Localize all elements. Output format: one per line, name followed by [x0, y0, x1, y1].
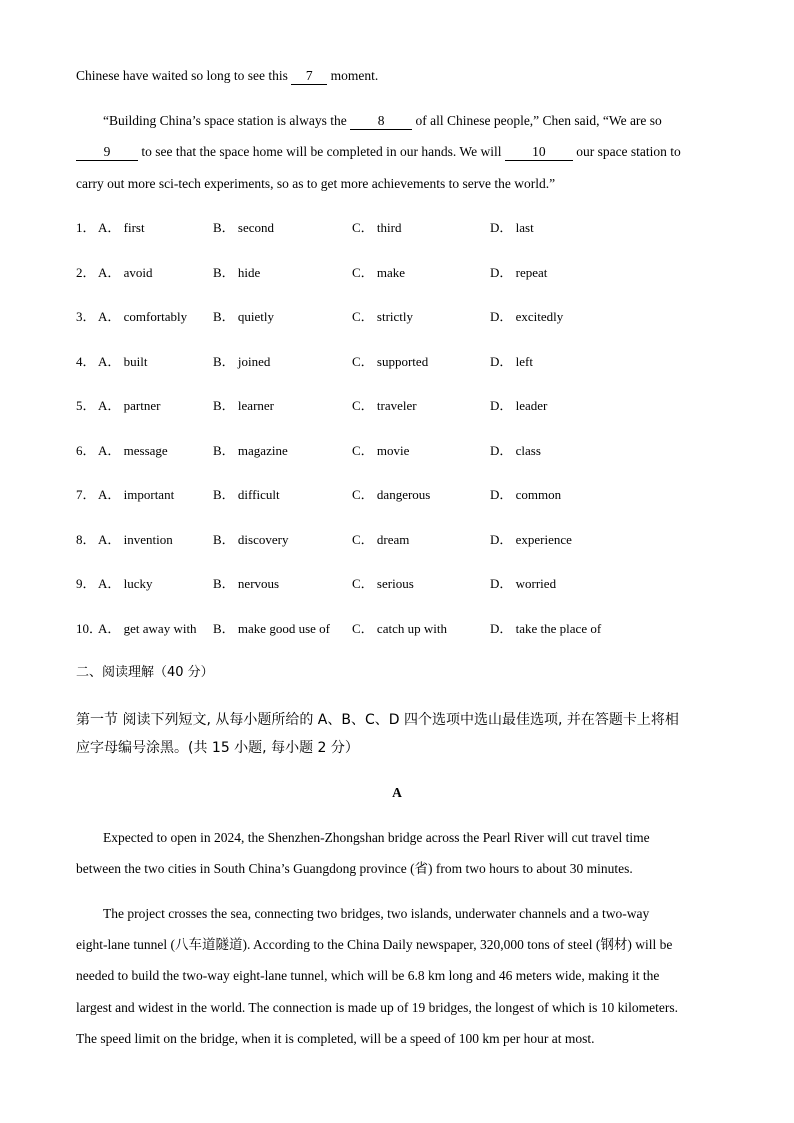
cloze-line-2	[103, 112, 662, 130]
option-c[interactable]: C． make	[352, 265, 406, 280]
option-a[interactable]: A． invention	[98, 532, 173, 547]
option-b[interactable]: B． hide	[213, 265, 261, 280]
cloze-line-4: carry out more sci-tech experiments, so as to get more achievements to serve the world.”	[76, 176, 556, 191]
question-row	[76, 575, 718, 593]
text: to see that the space home will be completed in our hands. We will	[138, 144, 505, 159]
option-c[interactable]: C． catch up with	[352, 621, 447, 636]
question-number: 4．	[76, 354, 96, 369]
section-instructions-line-2: 应字母编号涂黑。(共 15 小题, 每小题 2 分）	[76, 740, 359, 756]
question-row	[76, 620, 718, 638]
option-d[interactable]: D． common	[490, 487, 562, 502]
option-d[interactable]: D． take the place of	[490, 621, 602, 636]
passage-a-line-1: Expected to open in 2024, the Shenzhen-Zhongshan bridge across the Pearl River will cut travel time	[103, 830, 650, 845]
option-b[interactable]: B． nervous	[213, 576, 280, 591]
question-number: 6．	[76, 443, 96, 458]
question-row	[76, 308, 718, 326]
blank-10: 10	[505, 144, 573, 161]
option-a[interactable]: A． avoid	[98, 265, 153, 280]
question-row	[76, 531, 718, 549]
text: our space station to	[572, 144, 681, 159]
option-b[interactable]: B． make good use of	[213, 621, 330, 636]
blank-7: 7	[291, 68, 327, 85]
option-c[interactable]: C． movie	[352, 443, 410, 458]
option-c[interactable]: C． third	[352, 220, 402, 235]
option-a[interactable]: A． message	[98, 443, 168, 458]
option-d[interactable]: D． repeat	[490, 265, 548, 280]
option-d[interactable]: D． leader	[490, 398, 548, 413]
option-b[interactable]: B． second	[213, 220, 275, 235]
passage-label: A	[392, 785, 402, 800]
text: Chinese have waited so long to see this	[76, 68, 292, 83]
question-number: 8．	[76, 532, 96, 547]
question-number: 5．	[76, 398, 96, 413]
text: moment.	[327, 68, 379, 83]
option-c[interactable]: C． strictly	[352, 309, 414, 324]
blank-8: 8	[350, 113, 412, 130]
question-number: 1．	[76, 220, 96, 235]
option-b[interactable]: B． learner	[213, 398, 275, 413]
option-a[interactable]: A． lucky	[98, 576, 153, 591]
section-instructions-line-1: 第一节 阅读下列短文, 从每小题所给的 A、B、C、D 四个选项中选山最佳选项, 并在答题卡上将相	[76, 712, 679, 728]
option-c[interactable]: C． dream	[352, 532, 410, 547]
question-row	[76, 442, 718, 460]
option-a[interactable]: A． get away with	[98, 621, 197, 636]
question-number: 2．	[76, 265, 96, 280]
option-b[interactable]: B． magazine	[213, 443, 288, 458]
passage-a-line-5: needed to build the two-way eight-lane tunnel, which will be 6.8 km long and 46 meters wide, making it the	[76, 968, 660, 983]
option-d[interactable]: D． experience	[490, 532, 572, 547]
option-a[interactable]: A． important	[98, 487, 175, 502]
question-row	[76, 353, 718, 371]
question-row	[76, 397, 718, 415]
option-d[interactable]: D． left	[490, 354, 533, 369]
option-c[interactable]: C． supported	[352, 354, 429, 369]
passage-a-line-6: largest and widest in the world. The connection is made up of 19 bridges, the longest of which is 10 kilometers.	[76, 1000, 679, 1015]
question-row	[76, 486, 718, 504]
option-d[interactable]: D． worried	[490, 576, 557, 591]
option-d[interactable]: D． excitedly	[490, 309, 564, 324]
question-number: 3．	[76, 309, 96, 324]
question-row	[76, 219, 718, 237]
question-number: 9．	[76, 576, 96, 591]
option-c[interactable]: C． traveler	[352, 398, 417, 413]
question-row	[76, 264, 718, 282]
blank-9: 9	[76, 144, 138, 161]
option-a[interactable]: A． partner	[98, 398, 161, 413]
option-a[interactable]: A． comfortably	[98, 309, 188, 324]
text: “Building China’s space station is always the	[103, 113, 351, 128]
option-b[interactable]: B． joined	[213, 354, 271, 369]
passage-a-line-4: eight-lane tunnel (八车道隧道). According to the China Daily newspaper, 320,000 tons of steel (钢材) will be	[76, 937, 673, 952]
cloze-line-3	[76, 143, 681, 161]
question-number: 10．	[76, 621, 103, 636]
option-c[interactable]: C． dangerous	[352, 487, 431, 502]
passage-a-line-3: The project crosses the sea, connecting two bridges, two islands, underwater channels and a two-way	[103, 906, 650, 921]
text: of all Chinese people,” Chen said, “We are so	[412, 113, 662, 128]
question-number: 7．	[76, 487, 96, 502]
option-b[interactable]: B． discovery	[213, 532, 289, 547]
option-c[interactable]: C． serious	[352, 576, 414, 591]
option-b[interactable]: B． quietly	[213, 309, 275, 324]
passage-a-line-7: The speed limit on the bridge, when it is completed, will be a speed of 100 km per hour at most.	[76, 1031, 595, 1046]
section-title: 二、阅读理解（40 分）	[76, 665, 214, 680]
option-d[interactable]: D． last	[490, 220, 534, 235]
option-d[interactable]: D． class	[490, 443, 541, 458]
cloze-line-1	[76, 67, 378, 85]
option-a[interactable]: A． first	[98, 220, 145, 235]
option-b[interactable]: B． difficult	[213, 487, 280, 502]
option-a[interactable]: A． built	[98, 354, 148, 369]
passage-a-line-2: between the two cities in South China’s Guangdong province (省) from two hours to about 30 minutes.	[76, 861, 633, 876]
